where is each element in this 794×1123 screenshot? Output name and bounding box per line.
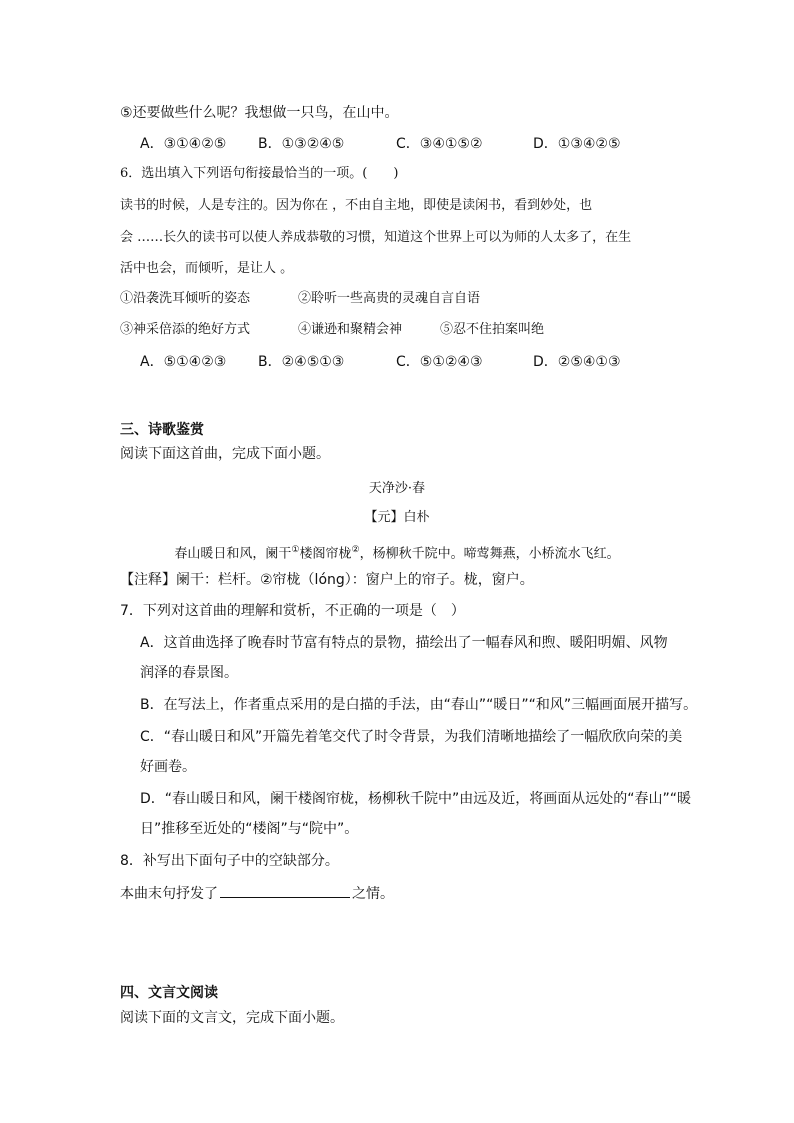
q5-options [140, 134, 621, 154]
q7-option-c-line-1[interactable]: C．“春山暖日和风”开篇先着笔交代了时令背景，为我们清晰地描绘了一幅欣欣向荣的美 [140, 729, 683, 745]
q5-option-d[interactable]: D．①③④②⑤ [533, 136, 621, 152]
q5-item-five: ⑤还要做些什么呢？我想做一只鸟，在山中。 [120, 105, 399, 121]
poem-title: 天净沙·春 [368, 481, 426, 496]
section3-heading: 三、诗歌鉴赏 [120, 422, 204, 438]
q7-option-a-line-1[interactable]: A．这首曲选择了晚春时节富有特点的景物，描绘出了一幅春风和煦、暖阳明媚、风物 [140, 635, 668, 651]
q6-option-c[interactable]: C．⑤①②④③ [396, 354, 483, 370]
q7-stem: 7．下列对这首曲的理解和赏析，不正确的一项是（ ） [120, 603, 465, 619]
q5-option-a[interactable]: A．③①④②⑤ [140, 136, 227, 152]
poem-body [0, 540, 794, 564]
q7-option-d-line-2: 日”推移至近处的“楼阁”与“院中”。 [140, 821, 359, 837]
q5-option-b[interactable]: B．①③②④⑤ [258, 136, 345, 152]
poem-line-part-3: ，杨柳秋千院中。啼莺舞燕，小桥流水飞红。 [359, 546, 620, 562]
poem-notes: 【注释】阑干：栏杆。②帘栊（lóng）：窗户上的帘子。栊，窗户。 [120, 572, 534, 588]
q6-passage-line-3: 活中也会，而倾听，是让人 。 [120, 261, 294, 276]
q6-item-one: ①沿袭洗耳倾听的姿态 [120, 291, 251, 306]
section4-intro: 阅读下面的文言文，完成下面小题。 [120, 1010, 344, 1026]
q6-option-b[interactable]: B．②④⑤①③ [258, 354, 345, 370]
q7-option-a-line-2: 润泽的春景图。 [140, 665, 238, 681]
q8-prefix: 本曲末句抒发了 [120, 886, 218, 902]
q8-suffix: 之情。 [352, 886, 394, 902]
section3-intro: 阅读下面这首曲，完成下面小题。 [120, 446, 330, 462]
q6-item-five: ⑤忍不住拍案叫绝 [440, 322, 545, 337]
q8-fill-sentence [120, 883, 394, 904]
q7-option-c-line-2: 好画卷。 [140, 759, 196, 775]
q6-passage-line-1: 读书的时候，人是专注的。因为你在 ，不由自主地，即使是读闲书，看到妙处，也 [120, 198, 593, 213]
q6-options [140, 352, 621, 372]
q6-item-three: ③神采倍添的绝好方式 [120, 322, 251, 337]
poem-line-part-2: 楼阁帘栊 [299, 546, 352, 562]
section4-heading: 四、文言文阅读 [120, 985, 218, 1001]
q6-passage-line-2: 会 ……长久的读书可以使人养成恭敬的习惯，知道这个世界上可以为师的人太多了，在生 [120, 230, 632, 245]
q6-stem: 6．选出填入下列语句衔接最恰当的一项。( ) [120, 166, 399, 181]
q8-answer-blank[interactable] [220, 883, 350, 898]
q6-item-four: ④谦逊和聚精会神 [298, 322, 403, 337]
q8-stem: 8．补写出下面句子中的空缺部分。 [120, 853, 339, 869]
poem-note-ref-2[interactable]: ② [351, 545, 360, 555]
q6-option-a[interactable]: A．⑤①④②③ [140, 354, 227, 370]
poem-author: 【元】白朴 [364, 510, 430, 525]
q5-option-c[interactable]: C．③④①⑤② [396, 136, 483, 152]
q7-option-d-line-1[interactable]: D．“春山暖日和风，阑干楼阁帘栊，杨柳秋千院中”由远及近，将画面从远处的“春山”“暖 [140, 791, 692, 807]
q6-item-two: ②聆听一些高贵的灵魂自言自语 [298, 291, 481, 306]
poem-line-part-1: 春山暖日和风，阑干 [174, 546, 292, 562]
poem-note-ref-1[interactable]: ① [291, 545, 300, 555]
q6-option-d[interactable]: D．②⑤④①③ [533, 354, 621, 370]
q7-option-b[interactable]: B．在写法上，作者重点采用的是白描的手法，由“春山”“暖日”“和风”三幅画面展开描写。 [140, 697, 698, 713]
